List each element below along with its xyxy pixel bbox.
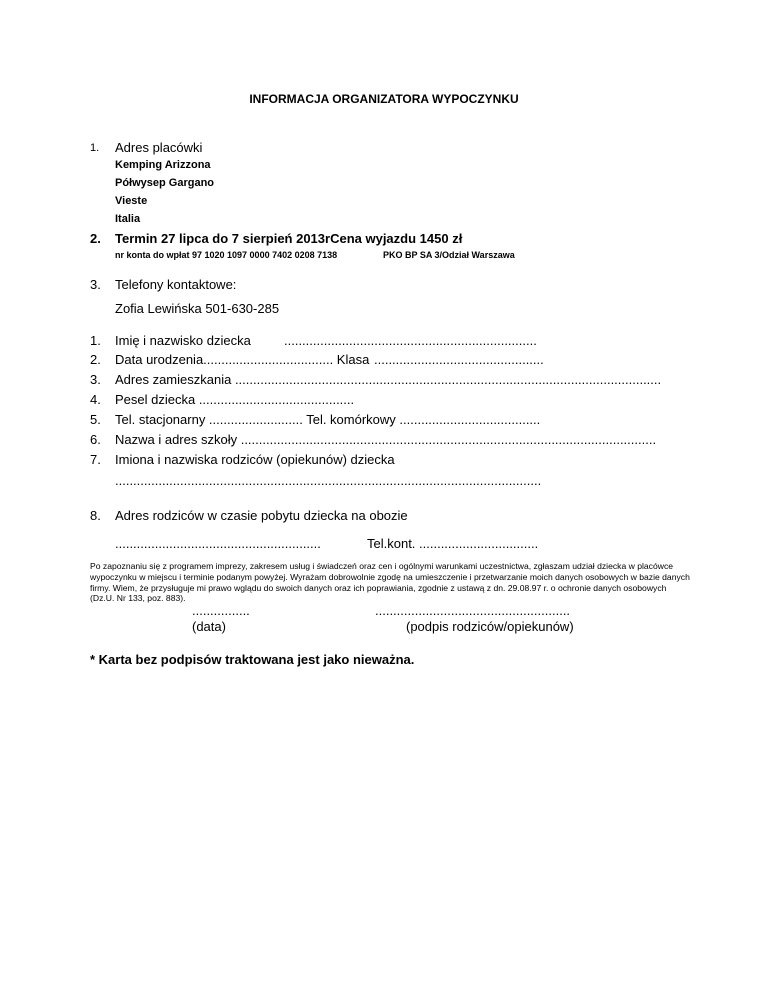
- section1-number: 1.: [90, 142, 100, 154]
- parents-phone-field[interactable]: Tel.kont. .................................: [367, 536, 539, 551]
- section2-number: 2.: [90, 231, 101, 246]
- field-number: 2.: [90, 352, 101, 367]
- field-number: 1.: [90, 333, 101, 348]
- section1-label: Adres placówki: [115, 140, 203, 155]
- birth-date-class-label: Data urodzenia.................................... Klasa: [115, 352, 370, 367]
- term-price-heading: Termin 27 lipca do 7 sierpień 2013rCena wyjazdu 1450 zł: [115, 231, 463, 246]
- field-number: 5.: [90, 412, 101, 427]
- child-name-label: Imię i nazwisko dziecka: [115, 333, 251, 348]
- parents-address-label: Adres rodziców w czasie pobytu dziecka na obozie: [115, 508, 408, 523]
- field-number: 6.: [90, 432, 101, 447]
- parent-signature-line[interactable]: ......................................................: [375, 603, 571, 618]
- consent-text: Po zapoznaniu się z programem imprezy, zakresem usług i świadczeń oraz cen i ogólnymi warunkami uczestnictwa, zgłaszam udział dziecka w placówce wypoczynku w miejscu i terminie podanym powyżej. Wyrażam dobrowolnie zgodę na umieszczenie i przetwarzanie moich danych osobowych w bazie danych firmy. Wiem, że przysługuje mi prawo wglądu do swoich danych oraz ich poprawiania, zgodnie z ustawą z dn. 29.08.97 r. o ochronie danych osobowych (Dz.U. Nr 133, poz. 883).: [90, 561, 690, 604]
- contact-person: Zofia Lewińska 501-630-285: [115, 301, 280, 316]
- field-number: 8.: [90, 508, 101, 523]
- home-address-field[interactable]: Adres zamieszkania ......................................................................................................................: [115, 372, 662, 387]
- document-title: INFORMACJA ORGANIZATORA WYPOCZYNKU: [249, 92, 519, 106]
- address-line: Kemping Arizzona: [115, 159, 211, 171]
- address-line: Vieste: [115, 195, 148, 207]
- parents-address-field[interactable]: .........................................................: [115, 536, 321, 551]
- pesel-field[interactable]: Pesel dziecka ...........................................: [115, 392, 355, 407]
- parents-names-label: Imiona i nazwiska rodziców (opiekunów) dziecka: [115, 452, 395, 467]
- phone-fields[interactable]: Tel. stacjonarny .......................... Tel. komórkowy .......................................: [115, 412, 541, 427]
- section3-number: 3.: [90, 277, 101, 292]
- class-field[interactable]: ...............................................: [374, 352, 544, 367]
- bank-account-number: nr konta do wpłat 97 1020 1097 0000 7402 0208 7138: [115, 250, 338, 260]
- date-label: (data): [192, 619, 226, 634]
- bank-name: PKO BP SA 3/Odział Warszawa: [383, 250, 515, 260]
- address-line: Italia: [115, 213, 141, 225]
- address-line: Półwysep Gargano: [115, 177, 215, 189]
- child-name-field[interactable]: ......................................................................: [284, 333, 537, 348]
- section3-label: Telefony kontaktowe:: [115, 277, 237, 292]
- date-signature-line[interactable]: ................: [192, 603, 250, 618]
- signature-label: (podpis rodziców/opiekunów): [406, 619, 574, 634]
- parents-names-field[interactable]: ......................................................................................................................: [115, 473, 542, 488]
- field-number: 4.: [90, 392, 101, 407]
- school-field[interactable]: Nazwa i adres szkoły ...................................................................................................................: [115, 432, 657, 447]
- field-number: 7.: [90, 452, 101, 467]
- field-number: 3.: [90, 372, 101, 387]
- signature-warning: * Karta bez podpisów traktowana jest jako nieważna.: [90, 652, 415, 667]
